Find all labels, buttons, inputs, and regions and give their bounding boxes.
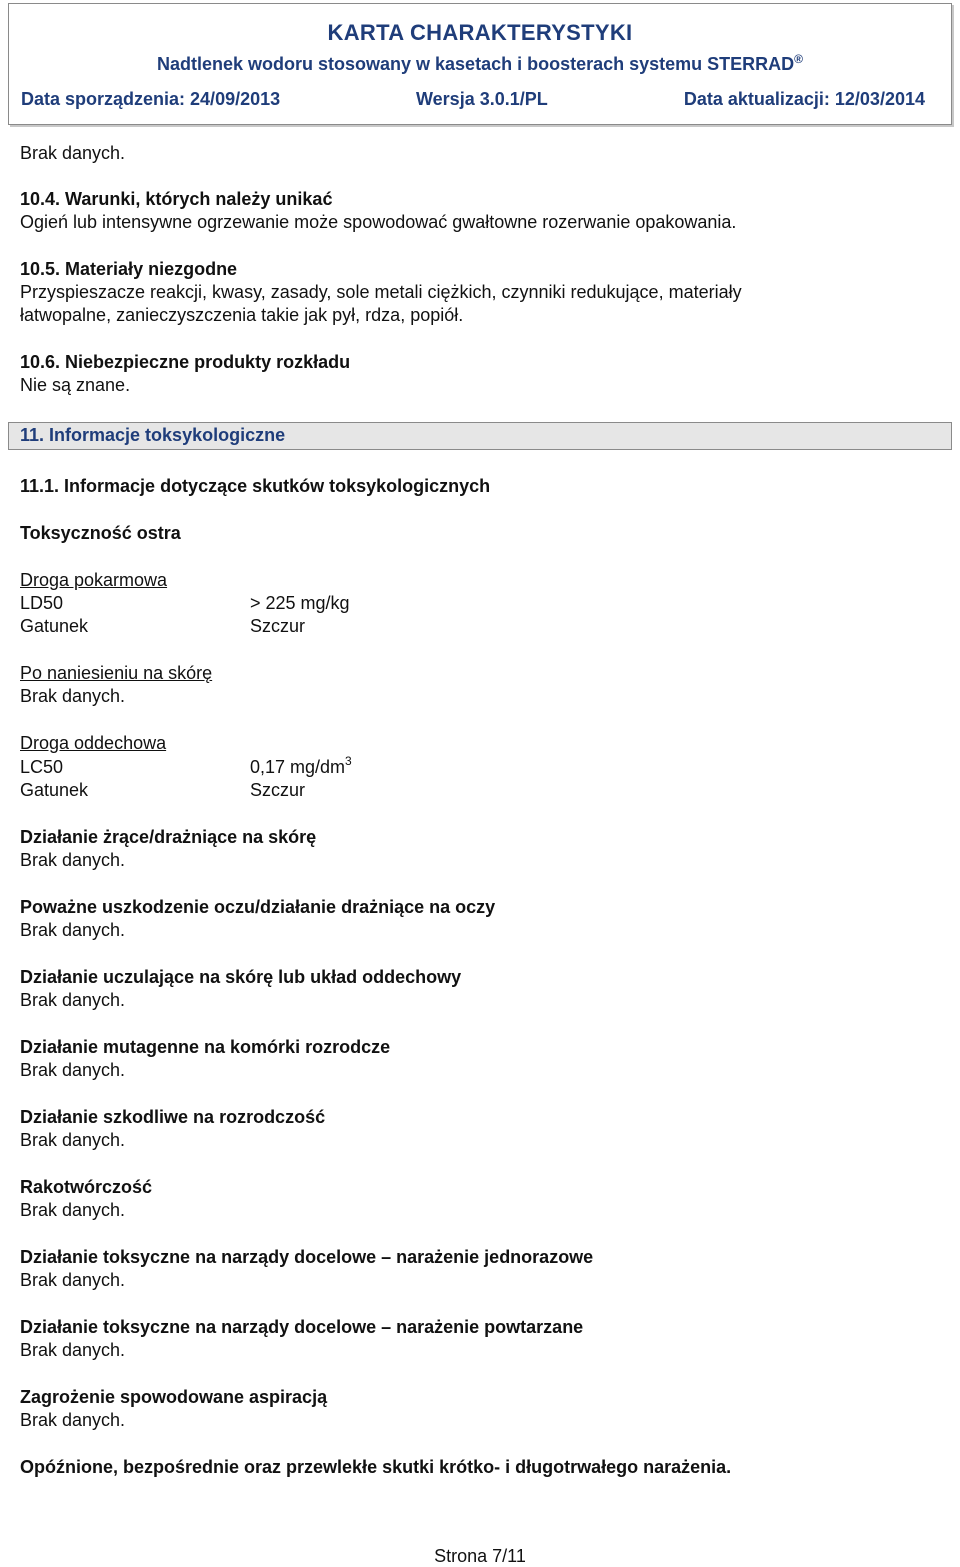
section-11-1-heading: 11.1. Informacje dotyczące skutków toksykologicznych [20,476,491,496]
stot-single-text: Brak danych. [20,1270,126,1290]
acute-toxicity-heading: Toksyczność ostra [20,523,181,543]
section-11-title: 11. Informacje toksykologiczne [20,425,286,445]
stot-repeated-text: Brak danych. [20,1340,126,1360]
section-10-4-text: Ogień lub intensywne ogrzewanie może spowodować gwałtowne rozerwanie opakowania. [20,212,737,232]
product-name-text: Nadtlenek wodoru stosowany w kasetach i boosterach systemu STERRAD [156,54,795,74]
inhalation-lc50-value [250,756,352,778]
oral-species-value: Szczur [250,616,306,636]
reproductive-toxicity-text: Brak danych. [20,1130,126,1150]
section-10-6-text: Nie są znane. [20,375,131,395]
inhalation-lc50-label: LC50 [20,757,64,777]
inhalation-species-value: Szczur [250,780,306,800]
reproductive-toxicity-heading: Działanie szkodliwe na rozrodczość [20,1107,326,1127]
oral-ld50-label: LD50 [20,593,64,613]
section-10-6-heading: 10.6. Niebezpieczne produkty rozkładu [20,352,351,372]
section-10-5-text-1: Przyspieszacze reakcji, kwasy, zasady, sole metali ciężkich, czynniki redukujące, materiały [20,282,742,302]
stot-repeated-heading: Działanie toksyczne na narządy docelowe – narażenie powtarzane [20,1317,584,1337]
sensitisation-heading: Działanie uczulające na skórę lub układ oddechowy [20,967,462,987]
document-title: KARTA CHARAKTERYSTYKI [327,20,633,45]
section-11-bar [8,422,952,450]
section-10-5-text-2: łatwopalne, zanieczyszczenia takie jak pył, rdza, popiół. [20,305,464,325]
date-updated: Data aktualizacji: 12/03/2014 [683,89,925,109]
section-10-5-heading: 10.5. Materiały niezgodne [20,259,238,279]
page-number: Strona 7/11 [434,1546,526,1566]
skin-route-label: Po naniesieniu na skórę [20,663,213,683]
inhalation-route-label: Droga oddechowa [20,733,167,753]
eye-damage-heading: Poważne uszkodzenie oczu/działanie drażniące na oczy [20,897,496,917]
skin-route-text: Brak danych. [20,686,126,706]
oral-species-label: Gatunek [20,616,89,636]
date-prepared: Data sporządzenia: 24/09/2013 [21,89,281,109]
stot-single-heading: Działanie toksyczne na narządy docelowe – narażenie jednorazowe [20,1247,594,1267]
aspiration-hazard-heading: Zagrożenie spowodowane aspiracją [20,1387,328,1407]
product-name [9,52,951,75]
aspiration-hazard-text: Brak danych. [20,1410,126,1430]
eye-damage-text: Brak danych. [20,920,126,940]
section-10-4-heading: 10.4. Warunki, których należy unikać [20,189,333,209]
oral-route-label: Droga pokarmowa [20,570,168,590]
inhalation-lc50-number: 0,17 mg/dm [250,757,346,777]
skin-corrosion-heading: Działanie żrące/drażniące na skórę [20,827,317,847]
skin-corrosion-text: Brak danych. [20,850,126,870]
carcinogenicity-heading: Rakotwórczość [20,1177,153,1197]
inhalation-species-label: Gatunek [20,780,89,800]
mutagenicity-text: Brak danych. [20,1060,126,1080]
oral-ld50-value: > 225 mg/kg [250,593,350,613]
mutagenicity-heading: Działanie mutagenne na komórki rozrodcze [20,1037,391,1057]
delayed-effects-heading: Opóźnione, bezpośrednie oraz przewlekłe skutki krótko- i długotrwałego narażenia. [20,1457,732,1477]
registered-mark: ® [794,52,803,66]
inhalation-lc50-exponent: 3 [345,754,352,768]
carcinogenicity-text: Brak danych. [20,1200,126,1220]
no-data-text: Brak danych. [20,143,126,163]
document-header [8,3,952,125]
version: Wersja 3.0.1/PL [416,89,548,109]
sensitisation-text: Brak danych. [20,990,126,1010]
